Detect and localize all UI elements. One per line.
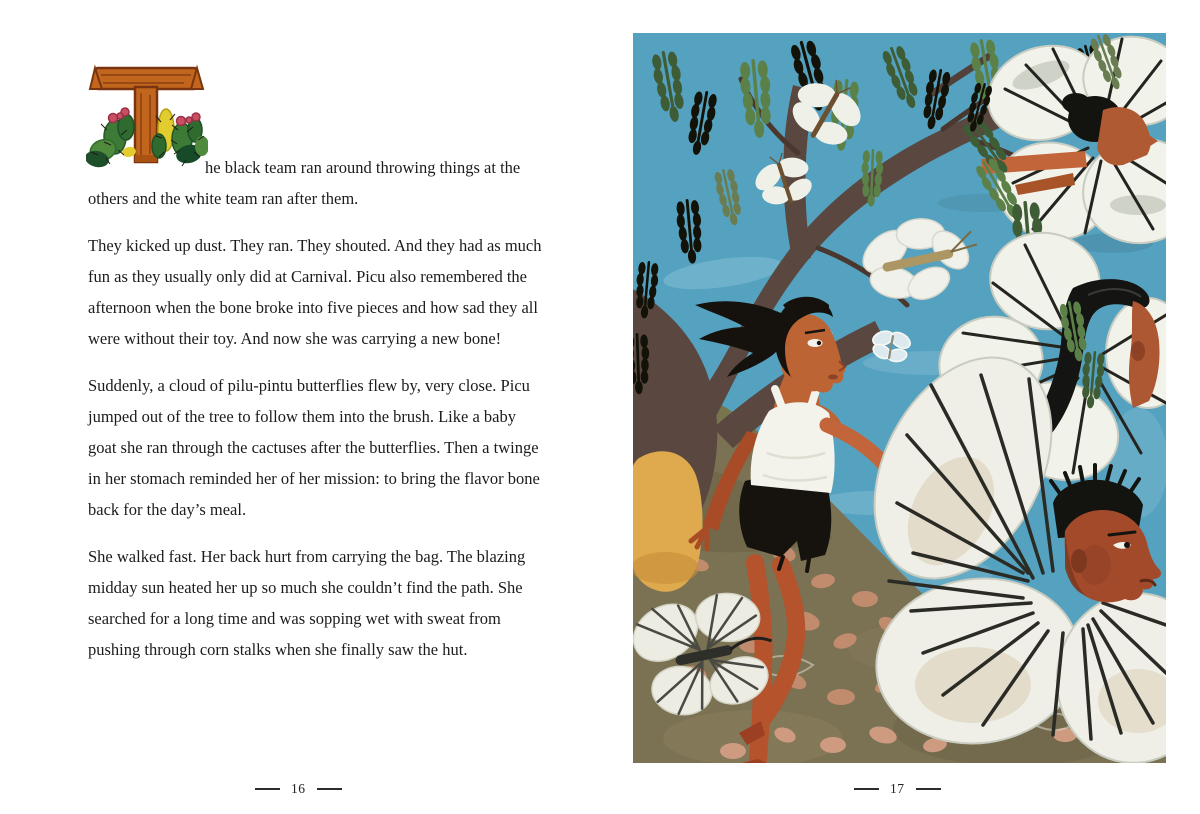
paragraph [88,370,540,525]
story-illustration [633,33,1166,763]
text-line: were without their toy. And now she was carrying a new bone! [88,329,502,348]
paragraph [88,152,521,214]
text-line: others and the white team ran after them. [88,189,359,208]
text-line: fun as they usually only did at Carnival. Picu also remembered the [88,267,527,286]
paragraph [88,230,542,354]
paragraph [88,541,526,665]
folio-rule [317,788,342,790]
text-line: in her stomach reminded her of her mission: to bring the flavor bone [88,469,540,488]
text-line: She walked fast. Her back hurt from carrying the bag. The blazing [88,547,526,566]
page-number-right [854,781,941,797]
folio-rule [854,788,879,790]
page-number-label: 16 [291,781,306,796]
text-line: goat she ran through the cactuses after the butterflies. Then a twinge [88,438,539,457]
text-line: jumped out of the tree to follow them into the brush. Like a baby [88,407,516,426]
page-number-left [255,781,342,797]
text-line: They kicked up dust. They ran. They shouted. And they had as much [88,236,542,255]
text-line: Suddenly, a cloud of pilu-pintu butterflies flew by, very close. Picu [88,376,530,395]
text-line: searched for a long time and was sopping wet with sweat from [88,609,501,628]
text-line: afternoon when the bone broke into five pieces and how sad they all [88,298,538,317]
text-line: back for the day’s meal. [88,500,247,519]
text-line: pushing through corn stalks when she finally saw the hut. [88,640,468,659]
folio-rule [255,788,280,790]
folio-rule [916,788,941,790]
text-line: midday sun heated her up so much she couldn’t find the path. She [88,578,523,597]
page-number-label: 17 [890,781,905,796]
story-text [88,152,542,665]
text-line: he black team ran around throwing things at the [205,158,521,177]
